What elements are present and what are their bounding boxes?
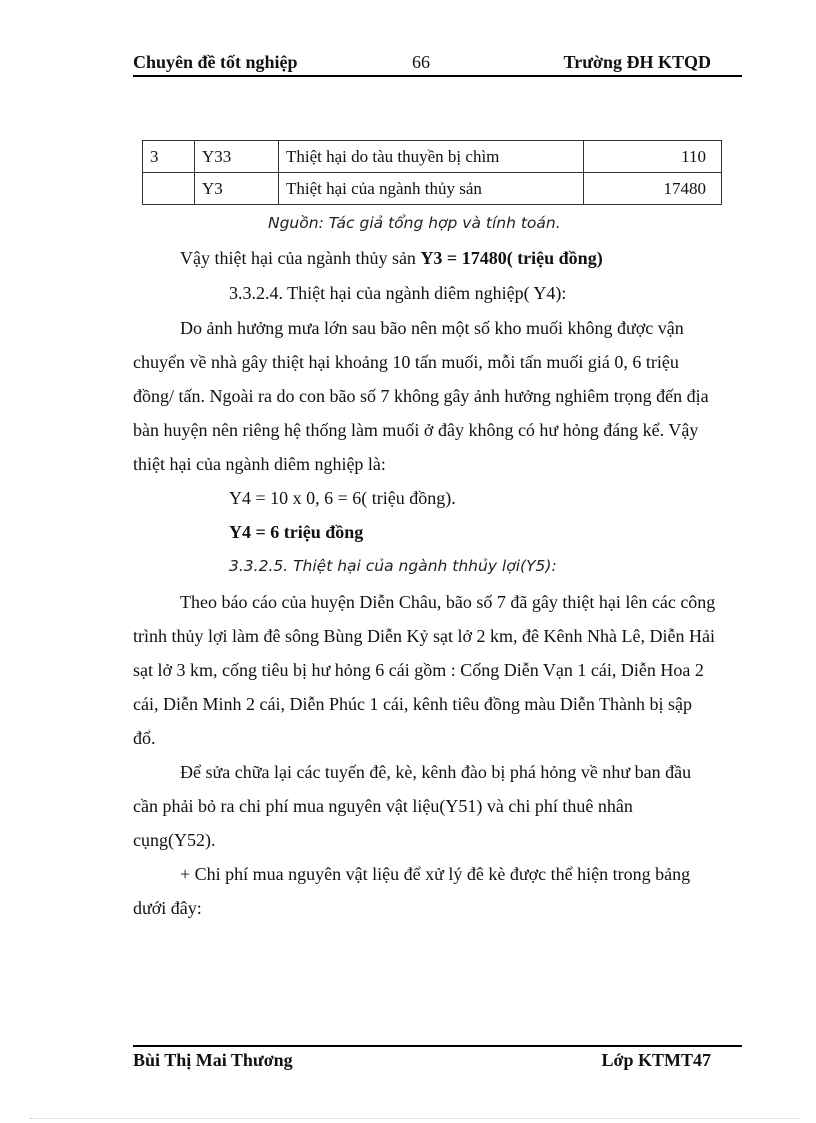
- conclusion-value: Y3 = 17480( triệu đồng): [420, 248, 603, 268]
- result-y4: Y4 = 6 triệu đồng: [229, 522, 364, 542]
- table-cell-value: 110: [584, 141, 722, 173]
- page-number: 66: [412, 52, 430, 72]
- paragraph-line: Theo báo cáo của huyện Diễn Châu, bão số 7 đã gây thiệt hại lên các công: [180, 592, 716, 612]
- paragraph-line: thiệt hại của ngành diêm nghiệp là:: [133, 454, 386, 474]
- page-header: [133, 52, 741, 76]
- footer-author: Bùi Thị Mai Thương: [133, 1050, 293, 1070]
- paragraph-line: dưới đây:: [133, 898, 202, 918]
- paragraph-line: bàn huyện nên riêng hệ thống làm muối ở đây không có hư hỏng đáng kể. Vậy: [133, 420, 699, 440]
- table-cell-desc: Thiệt hại của ngành thủy sản: [279, 173, 584, 205]
- paragraph-line: + Chi phí mua nguyên vật liệu để xử lý đê kè được thể hiện trong bảng: [180, 864, 691, 884]
- table-row: [143, 141, 722, 173]
- paragraph-line: Để sửa chữa lại các tuyến đê, kè, kênh đào bị phá hỏng về như ban đầu: [180, 762, 692, 782]
- source-note: Nguồn: Tác giả tổng hợp và tính toán.: [268, 214, 561, 232]
- page-footer: [133, 1040, 741, 1070]
- paragraph-line: sạt lở 3 km, cống tiêu bị hư hỏng 6 cái gồm : Cống Diễn Vạn 1 cái, Diễn Hoa 2: [133, 660, 704, 680]
- table-cell-code: Y3: [195, 173, 279, 205]
- table-cell-desc: Thiệt hại do tàu thuyền bị chìm: [279, 141, 584, 173]
- paragraph-line: cần phải bỏ ra chi phí mua nguyên vật liệu(Y51) và chi phí thuê nhân: [133, 796, 633, 816]
- header-school: Trường ĐH KTQD: [563, 52, 711, 72]
- paragraph-line: Do ảnh hưởng mưa lớn sau bão nên một số kho muối không được vận: [180, 318, 684, 338]
- paragraph-line: trình thủy lợi làm đê sông Bùng Diễn Kỷ sạt lở 2 km, đê Kênh Nhà Lê, Diễn Hải: [133, 626, 715, 646]
- table-cell-code: Y33: [195, 141, 279, 173]
- paragraph-line: đồng/ tấn. Ngoài ra do con bão số 7 không gây ảnh hưởng nghiêm trọng đến địa: [133, 386, 709, 406]
- section-heading-y5: 3.3.2.5. Thiệt hại của ngành thhủy lợi(Y5):: [229, 557, 557, 575]
- paragraph-line: cụng(Y52).: [133, 830, 216, 850]
- header-divider: [133, 75, 742, 77]
- damage-table: [142, 140, 722, 205]
- conclusion-y3: [180, 248, 603, 269]
- header-title: Chuyên đề tốt nghiệp: [133, 52, 298, 72]
- table-row: [143, 173, 722, 205]
- paragraph-line: cái, Diễn Minh 2 cái, Diễn Phúc 1 cái, kênh tiêu đồng màu Diễn Thành bị sập: [133, 694, 693, 714]
- conclusion-text: Vậy thiệt hại của ngành thủy sản: [180, 248, 421, 268]
- section-heading-y4: 3.3.2.4. Thiệt hại của ngành diêm nghiệp( Y4):: [229, 283, 567, 303]
- table-cell-value: 17480: [584, 173, 722, 205]
- table-cell-no: 3: [143, 141, 195, 173]
- footer-class: Lớp KTMT47: [601, 1050, 711, 1070]
- formula-y4: Y4 = 10 x 0, 6 = 6( triệu đồng).: [229, 488, 456, 508]
- table-cell-no: [143, 173, 195, 205]
- paragraph-line: chuyển về nhà gây thiệt hại khoảng 10 tấn muối, mỗi tấn muối giá 0, 6 triệu: [133, 352, 679, 372]
- page-edge-divider: [30, 1118, 800, 1119]
- paragraph-line: đổ.: [133, 728, 156, 748]
